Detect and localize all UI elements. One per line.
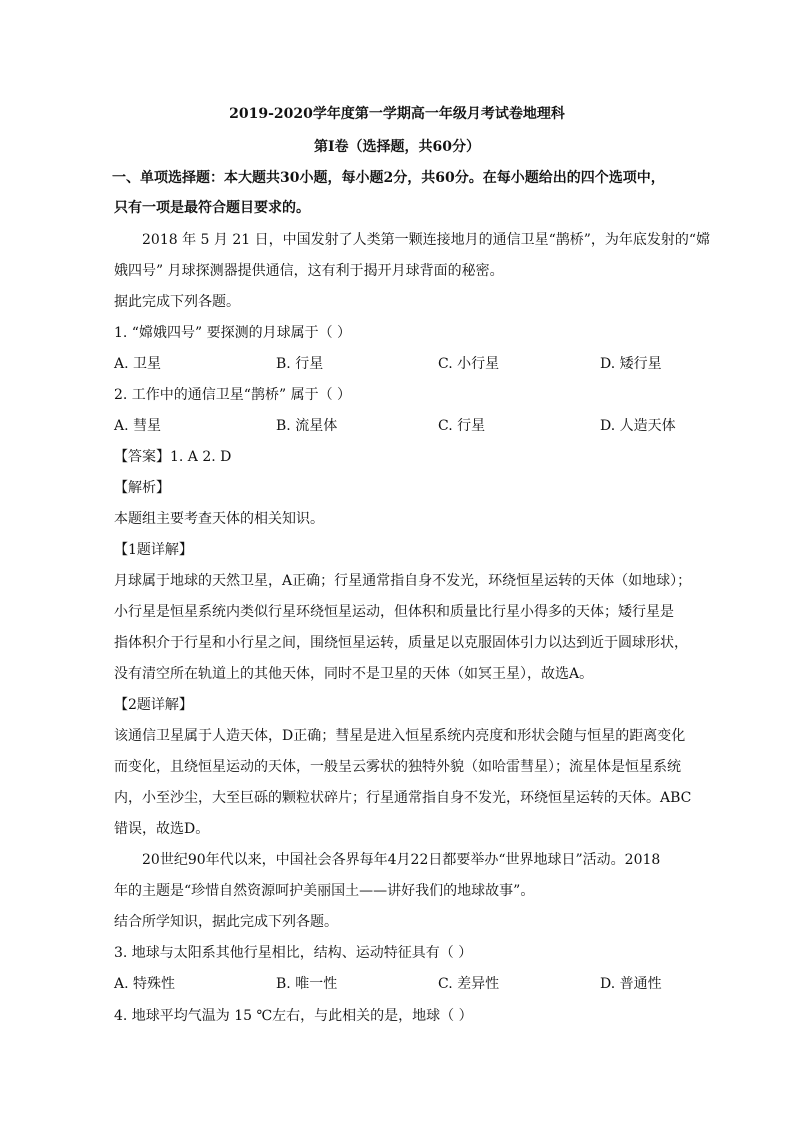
detail-2-line-1: 该通信卫星属于人造天体，D正确；彗星是进入恒星系统内亮度和形状会随与恒星的距离变化 [114, 728, 686, 744]
passage1-line-2: 娥四号” 月球探测器提供通信，这有利于揭开月球背面的秘密。 [114, 263, 504, 279]
detail-2-label: 【2题详解】 [114, 697, 193, 713]
detail-1-line-4: 没有清空所在轨道上的其他天体，同时不是卫星的天体（如冥王星），故选A。 [114, 666, 594, 682]
analysis-label: 【解析】 [114, 480, 170, 496]
instruction-2: 结合所学知识，据此完成下列各题。 [114, 914, 338, 930]
question-4-stem: 4. 地球平均气温为 15 ℃左右，与此相关的是，地球（ ） [114, 1008, 473, 1024]
q3-option-c: C. 差异性 [438, 976, 500, 992]
detail-1-line-2: 小行星是恒星系统内类似行星环绕恒星运动，但体积和质量比行星小得多的天体；矮行星是 [114, 604, 674, 620]
q2-option-b: B. 流星体 [276, 418, 338, 434]
detail-2-line-3: 内，小至沙尘，大至巨砾的颗粒状碎片；行星通常指自身不发光，环绕恒星运转的天体。ABC [114, 790, 692, 806]
q2-option-d: D. 人造天体 [600, 418, 676, 434]
q3-option-d: D. 普通性 [600, 976, 662, 992]
q2-option-c: C. 行星 [438, 418, 486, 434]
q2-option-a: A. 彗星 [114, 418, 162, 434]
question-2-stem: 2. 工作中的通信卫星“鹊桥” 属于（ ） [114, 387, 352, 403]
passage2-line-1: 20世纪90年代以来，中国社会各界每年4月22日都要举办“世界地球日”活动。2018 [142, 852, 661, 868]
detail-1-label: 【1题详解】 [114, 542, 193, 558]
question-3-stem: 3. 地球与太阳系其他行星相比，结构、运动特征具有（ ） [114, 945, 473, 961]
instruction-1: 据此完成下列各题。 [114, 294, 240, 310]
answer-line: 【答案】1. A 2. D [114, 449, 232, 465]
q1-option-a: A. 卫星 [114, 356, 162, 372]
q1-option-b: B. 行星 [276, 356, 324, 372]
detail-2-line-4: 错误，故选D。 [114, 821, 210, 837]
passage2-line-2: 年的主题是“珍惜自然资源呵护美丽国土——讲好我们的地球故事”。 [114, 883, 535, 899]
section-heading-line-2: 只有一项是最符合题目要求的。 [114, 200, 310, 216]
exam-title: 2019-2020学年度第一学期高一年级月考试卷地理科 [229, 106, 565, 122]
question-1-stem: 1. “嫦娥四号” 要探测的月球属于（ ） [114, 325, 352, 341]
passage1-line-1: 2018 年 5 月 21 日，中国发射了人类第一颗连接地月的通信卫星“鹊桥”，为年底发射的“嫦 [142, 232, 711, 248]
section-heading-line-1: 一、单项选择题：本大题共30小题，每小题2分，共60分。在每小题给出的四个选项中， [112, 170, 665, 186]
q1-option-c: C. 小行星 [438, 356, 500, 372]
q3-option-b: B. 唯一性 [276, 976, 338, 992]
q1-option-d: D. 矮行星 [600, 356, 662, 372]
detail-1-line-1: 月球属于地球的天然卫星，A正确；行星通常指自身不发光，环绕恒星运转的天体（如地球）； [114, 573, 692, 589]
q3-option-a: A. 特殊性 [114, 976, 176, 992]
detail-2-line-2: 而变化，且绕恒星运动的天体，一般呈云雾状的独特外貌（如哈雷彗星）；流星体是恒星系统 [114, 759, 681, 775]
detail-1-line-3: 指体积介于行星和小行星之间，围绕恒星运转，质量足以克服固体引力以达到近于圆球形状， [114, 635, 688, 651]
analysis-intro: 本题组主要考查天体的相关知识。 [114, 511, 324, 527]
exam-subtitle: 第Ⅰ卷（选择题，共60分） [313, 139, 481, 155]
